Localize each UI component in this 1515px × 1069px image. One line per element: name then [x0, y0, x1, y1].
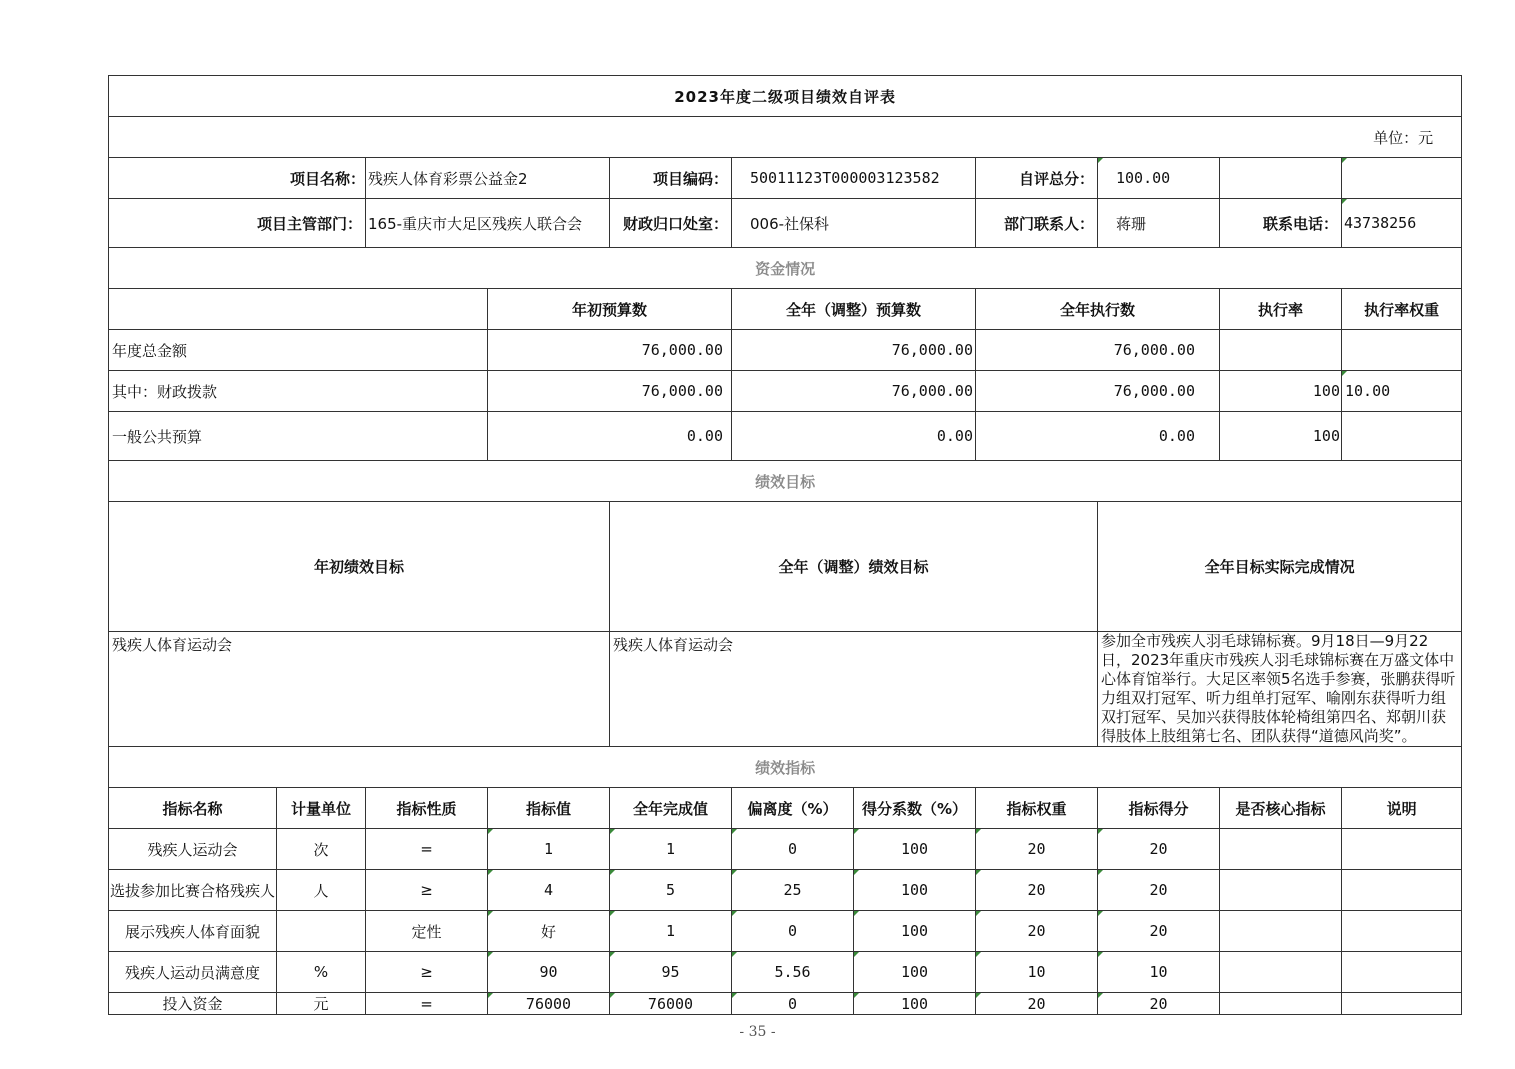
empty-cell: [1220, 158, 1342, 199]
indicator-score: 10: [1098, 952, 1220, 993]
indicator-core: [1220, 911, 1342, 952]
goals-header: 全年目标实际完成情况: [1098, 502, 1462, 632]
indicator-header: 全年完成值: [610, 788, 732, 829]
funds-rate: [1220, 330, 1342, 371]
funds-header: 执行率权重: [1342, 289, 1462, 330]
indicator-name: 选拔参加比赛合格残疾人: [109, 870, 277, 911]
goal-actual: 参加全市残疾人羽毛球锦标赛。9月18日—9月22日，2023年重庆市残疾人羽毛球锦标赛在万盛文体中心体育馆举行。大足区率领5名选手参赛，张鹏获得听力组双打冠军、听力组单打冠军、喻刚东获得听力组双打冠军、吴加兴获得肢体轮椅组第四名、郑朝川获得肢体上肢组第七名、团队获得“道德风尚奖”。: [1098, 632, 1462, 747]
funds-row-label: 其中：财政拨款: [109, 371, 488, 412]
contact-value: 蒋珊: [1098, 199, 1220, 248]
indicator-header: 指标性质: [366, 788, 488, 829]
indicator-weight: 20: [976, 870, 1098, 911]
funds-header: 年初预算数: [488, 289, 732, 330]
project-name-label: 项目名称：: [109, 158, 366, 199]
indicator-coefficient: 100: [854, 993, 976, 1015]
indicator-deviation: 0: [732, 911, 854, 952]
indicator-core: [1220, 870, 1342, 911]
funds-section-title: 资金情况: [109, 248, 1462, 289]
indicator-note: [1342, 870, 1462, 911]
indicator-score: 20: [1098, 911, 1220, 952]
indicator-target: 好: [488, 911, 610, 952]
score-label: 自评总分：: [976, 158, 1098, 199]
indicator-nature: =: [366, 829, 488, 870]
funds-budget: 76,000.00: [488, 330, 732, 371]
funds-header: 执行率: [1220, 289, 1342, 330]
indicator-score: 20: [1098, 870, 1220, 911]
indicator-row: [109, 993, 1462, 1015]
info-row-1: [109, 158, 1462, 199]
funds-adjusted: 76,000.00: [732, 330, 976, 371]
indicator-name: 残疾人运动会: [109, 829, 277, 870]
indicator-target: 4: [488, 870, 610, 911]
funds-header-row: [109, 289, 1462, 330]
funds-weight: [1342, 330, 1462, 371]
funds-weight: 10.00: [1342, 371, 1462, 412]
indicator-actual: 1: [610, 829, 732, 870]
indicator-coefficient: 100: [854, 829, 976, 870]
goals-header: 年初绩效目标: [109, 502, 610, 632]
indicator-unit: 元: [277, 993, 366, 1015]
indicator-weight: 20: [976, 911, 1098, 952]
indicator-row: [109, 829, 1462, 870]
funds-row-label: 一般公共预算: [109, 412, 488, 461]
indicator-target: 90: [488, 952, 610, 993]
indicator-row: [109, 952, 1462, 993]
indicator-note: [1342, 952, 1462, 993]
funds-row: [109, 371, 1462, 412]
indicator-note: [1342, 829, 1462, 870]
project-name-value: 残疾人体育彩票公益金2: [366, 158, 610, 199]
indicator-unit: 次: [277, 829, 366, 870]
indicator-actual: 95: [610, 952, 732, 993]
funds-row-label: 年度总金额: [109, 330, 488, 371]
goals-content-row: [109, 632, 1462, 747]
indicator-score: 20: [1098, 993, 1220, 1015]
score-value: 100.00: [1098, 158, 1220, 199]
dept-value: 165-重庆市大足区残疾人联合会: [366, 199, 610, 248]
funds-rate: 100: [1220, 371, 1342, 412]
page-number: - 35 -: [739, 1024, 776, 1040]
indicator-note: [1342, 993, 1462, 1015]
goal-initial: 残疾人体育运动会: [109, 632, 610, 747]
goals-section-title: 绩效目标: [109, 461, 1462, 502]
indicator-core: [1220, 952, 1342, 993]
indicator-header: 说明: [1342, 788, 1462, 829]
project-code-label: 项目编码：: [610, 158, 732, 199]
project-code-value: 50011123T000003123582: [732, 158, 976, 199]
indicator-row: [109, 870, 1462, 911]
funds-row: [109, 412, 1462, 461]
indicator-weight: 20: [976, 829, 1098, 870]
funds-row: [109, 330, 1462, 371]
indicator-name: 投入资金: [109, 993, 277, 1015]
indicators-section-title: 绩效指标: [109, 747, 1462, 788]
indicator-target: 1: [488, 829, 610, 870]
indicators-header-row: [109, 788, 1462, 829]
indicator-note: [1342, 911, 1462, 952]
performance-evaluation-table: [108, 75, 1462, 1015]
indicator-target: 76000: [488, 993, 610, 1015]
funds-adjusted: 76,000.00: [732, 371, 976, 412]
finance-value: 006-社保科: [732, 199, 976, 248]
indicator-deviation: 5.56: [732, 952, 854, 993]
indicator-coefficient: 100: [854, 952, 976, 993]
indicator-unit: [277, 911, 366, 952]
indicator-header: 指标值: [488, 788, 610, 829]
unit-label: 单位：元: [109, 117, 1462, 158]
goals-header: 全年（调整）绩效目标: [610, 502, 1098, 632]
indicator-coefficient: 100: [854, 911, 976, 952]
dept-label: 项目主管部门：: [109, 199, 366, 248]
indicator-weight: 10: [976, 952, 1098, 993]
indicator-deviation: 0: [732, 993, 854, 1015]
info-row-2: [109, 199, 1462, 248]
indicator-weight: 20: [976, 993, 1098, 1015]
funds-weight: [1342, 412, 1462, 461]
indicator-actual: 5: [610, 870, 732, 911]
page-title: 2023年度二级项目绩效自评表: [109, 76, 1462, 117]
phone-label: 联系电话：: [1220, 199, 1342, 248]
indicator-actual: 76000: [610, 993, 732, 1015]
indicator-score: 20: [1098, 829, 1220, 870]
indicator-row: [109, 911, 1462, 952]
indicator-header: 是否核心指标: [1220, 788, 1342, 829]
funds-executed: 76,000.00: [976, 330, 1220, 371]
indicator-header: 指标名称: [109, 788, 277, 829]
indicator-nature: 定性: [366, 911, 488, 952]
indicator-core: [1220, 993, 1342, 1015]
indicator-nature: ≥: [366, 952, 488, 993]
goals-header-row: [109, 502, 1462, 632]
funds-executed: 0.00: [976, 412, 1220, 461]
goal-adjusted: 残疾人体育运动会: [610, 632, 1098, 747]
indicator-nature: =: [366, 993, 488, 1015]
indicator-core: [1220, 829, 1342, 870]
empty-cell: [1342, 158, 1462, 199]
indicator-deviation: 0: [732, 829, 854, 870]
indicator-name: 展示残疾人体育面貌: [109, 911, 277, 952]
indicator-nature: ≥: [366, 870, 488, 911]
funds-budget: 76,000.00: [488, 371, 732, 412]
indicator-coefficient: 100: [854, 870, 976, 911]
indicator-deviation: 25: [732, 870, 854, 911]
funds-header: 全年（调整）预算数: [732, 289, 976, 330]
funds-header: 全年执行数: [976, 289, 1220, 330]
funds-rate: 100: [1220, 412, 1342, 461]
indicator-header: 指标权重: [976, 788, 1098, 829]
funds-executed: 76,000.00: [976, 371, 1220, 412]
indicator-header: 偏离度（%）: [732, 788, 854, 829]
indicator-header: 计量单位: [277, 788, 366, 829]
indicator-actual: 1: [610, 911, 732, 952]
phone-value: 43738256: [1342, 199, 1462, 248]
indicator-name: 残疾人运动员满意度: [109, 952, 277, 993]
empty-cell: [109, 289, 488, 330]
indicator-header: 得分系数（%）: [854, 788, 976, 829]
contact-label: 部门联系人：: [976, 199, 1098, 248]
funds-adjusted: 0.00: [732, 412, 976, 461]
finance-label: 财政归口处室：: [610, 199, 732, 248]
funds-budget: 0.00: [488, 412, 732, 461]
indicator-unit: %: [277, 952, 366, 993]
indicator-header: 指标得分: [1098, 788, 1220, 829]
indicator-unit: 人: [277, 870, 366, 911]
